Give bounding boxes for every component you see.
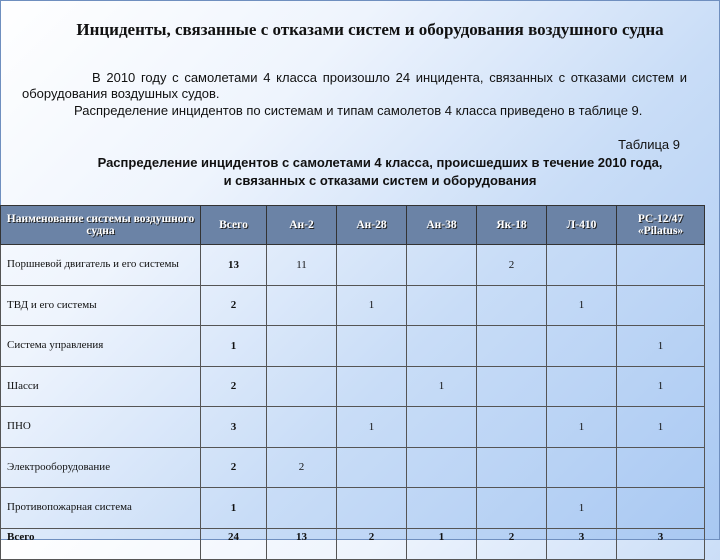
- table-cell: [407, 488, 477, 529]
- table-cell: [477, 285, 547, 326]
- table-cell: [267, 407, 337, 448]
- table-cell: [547, 326, 617, 367]
- table-cell: [267, 488, 337, 529]
- table-cell: [617, 285, 705, 326]
- header-yak18: Як-18: [477, 206, 547, 245]
- row-system-name: Всего: [1, 528, 201, 559]
- table-cell: 1: [337, 285, 407, 326]
- table-header-row: [1, 206, 705, 245]
- table-cell: [477, 488, 547, 529]
- table-row: [1, 447, 705, 488]
- header-an2: Ан-2: [267, 206, 337, 245]
- table-cell: [617, 447, 705, 488]
- header-an28: Ан-28: [337, 206, 407, 245]
- table-cell: [617, 245, 705, 286]
- row-total-cell: 13: [201, 245, 267, 286]
- table-number: Таблица 9: [618, 137, 680, 152]
- row-system-name: Электрооборудование: [1, 447, 201, 488]
- row-total-cell: 3: [201, 407, 267, 448]
- table-cell: [407, 285, 477, 326]
- table-cell: 1: [617, 366, 705, 407]
- table-cell: [337, 326, 407, 367]
- row-total-cell: 2: [201, 447, 267, 488]
- caption-line-2: и связанных с отказами систем и оборудования: [223, 173, 537, 188]
- table-cell: 1: [547, 488, 617, 529]
- table-cell: [477, 366, 547, 407]
- table-cell: 1: [407, 366, 477, 407]
- table-cell: 1: [337, 407, 407, 448]
- table-cell: [337, 447, 407, 488]
- row-total-cell: 2: [201, 366, 267, 407]
- table-cell: 2: [477, 528, 547, 559]
- row-total-cell: 1: [201, 488, 267, 529]
- table-cell: [267, 285, 337, 326]
- table-cell: 13: [267, 528, 337, 559]
- row-system-name: ПНО: [1, 407, 201, 448]
- table-cell: [547, 245, 617, 286]
- header-pilatus: PC-12/47 «Pilatus»: [617, 206, 705, 245]
- table-cell: 11: [267, 245, 337, 286]
- table-row: [1, 488, 705, 529]
- table-row: [1, 366, 705, 407]
- table-cell: [337, 245, 407, 286]
- table-cell: [407, 447, 477, 488]
- header-an38: Ан-38: [407, 206, 477, 245]
- table-cell: [337, 488, 407, 529]
- header-total: Всего: [201, 206, 267, 245]
- table-cell: 1: [617, 407, 705, 448]
- table-row: [1, 245, 705, 286]
- table-cell: 1: [547, 407, 617, 448]
- distribution-paragraph: Распределение инцидентов по системам и типам самолетов 4 класса приведено в таблице 9.: [74, 103, 643, 118]
- table-cell: 2: [477, 245, 547, 286]
- caption-line-1: Распределение инцидентов с самолетами 4 класса, происшедших в течение 2010 года,: [97, 155, 663, 170]
- row-system-name: Система управления: [1, 326, 201, 367]
- row-system-name: Шасси: [1, 366, 201, 407]
- table-caption: [60, 154, 700, 190]
- row-total-cell: 24: [201, 528, 267, 559]
- row-system-name: Противопожарная система: [1, 488, 201, 529]
- intro-paragraph: В 2010 году с самолетами 4 класса произошло 24 инцидента, связанных с отказами систем и оборудования воздушных судов.: [22, 70, 687, 101]
- table-cell: [407, 326, 477, 367]
- table-cell: [267, 326, 337, 367]
- table-cell: [477, 326, 547, 367]
- row-total-cell: 1: [201, 326, 267, 367]
- table-total-row: [1, 528, 705, 559]
- table-cell: [477, 447, 547, 488]
- table-cell: 3: [617, 528, 705, 559]
- row-system-name: ТВД и его системы: [1, 285, 201, 326]
- table-cell: 1: [407, 528, 477, 559]
- table-cell: 3: [547, 528, 617, 559]
- table-cell: [547, 447, 617, 488]
- header-system: Наименование системы воздушного судна: [1, 206, 201, 245]
- table-cell: 2: [337, 528, 407, 559]
- table-row: [1, 285, 705, 326]
- table-cell: [407, 407, 477, 448]
- incidents-table: [0, 205, 705, 560]
- table-row: [1, 407, 705, 448]
- slide-title: Инциденты, связанные с отказами систем и оборудования воздушного судна: [76, 20, 664, 39]
- header-l410: Л-410: [547, 206, 617, 245]
- table-cell: [267, 366, 337, 407]
- table-cell: 2: [267, 447, 337, 488]
- table-row: [1, 326, 705, 367]
- table-cell: [477, 407, 547, 448]
- table-cell: [617, 488, 705, 529]
- row-total-cell: 2: [201, 285, 267, 326]
- table-cell: [337, 366, 407, 407]
- table-cell: [407, 245, 477, 286]
- table-cell: 1: [547, 285, 617, 326]
- table-cell: 1: [617, 326, 705, 367]
- row-system-name: Поршневой двигатель и его системы: [1, 245, 201, 286]
- table-cell: [547, 366, 617, 407]
